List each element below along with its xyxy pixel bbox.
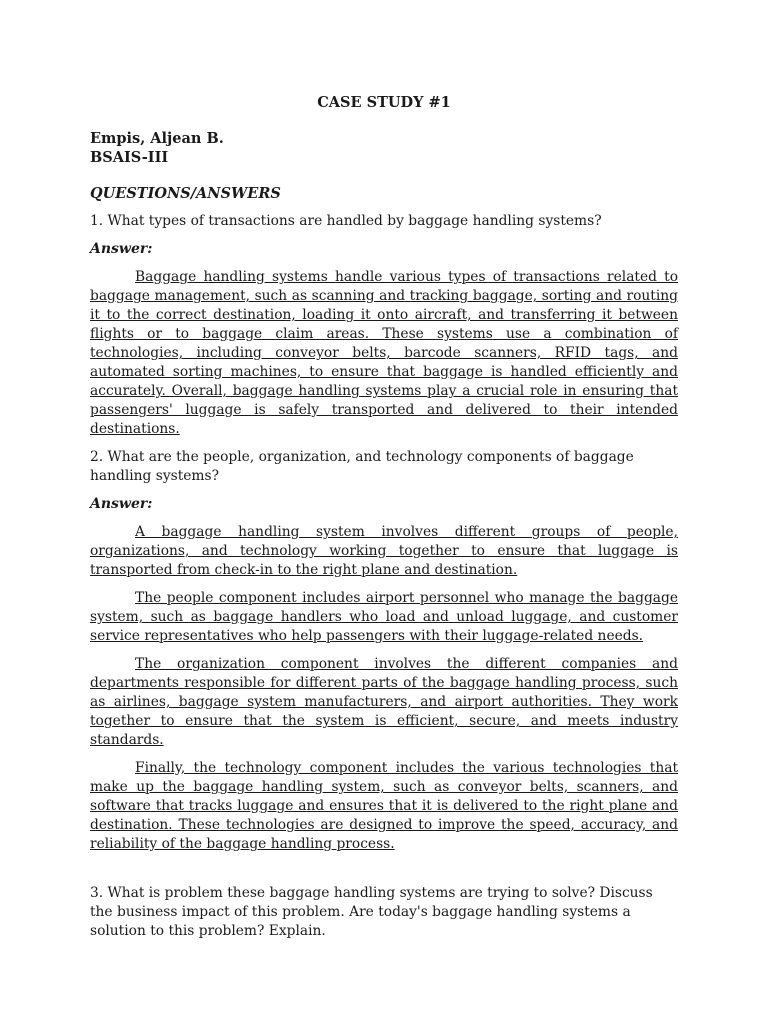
answer-2-label: Answer: bbox=[90, 496, 153, 512]
student-name: Empis, Aljean B. bbox=[90, 130, 224, 147]
answer-1-paragraph: Baggage handling systems handle various types of transactions related to baggage management, such as scanning and tracking baggage, sorting and routing it to the correct destination, loading it onto aircraft, and transferring it between flights or to baggage claim areas. These systems use a combination of technologies, including conveyor belts, barcode scanners, RFID tags, and automated sorting machines, to ensure that baggage is handled efficiently and accurately. Overall, baggage handling systems play a crucial role in ensuring that passengers' luggage is safely transported and delivered to their intended destinations. bbox=[90, 269, 678, 437]
question-1: 1. What types of transactions are handled by baggage handling systems? bbox=[90, 213, 602, 229]
answer-2-paragraph-intro: A baggage handling system involves different groups of people, organizations, and technology working together to ensure that luggage is transported from check-in to the right plane and destination. bbox=[90, 524, 678, 578]
document-title: CASE STUDY #1 bbox=[317, 94, 451, 111]
question-3: 3. What is problem these baggage handling systems are trying to solve? Discuss the business impact of this problem. Are today's baggage handling systems a solution to this problem? Explain. bbox=[90, 885, 653, 939]
question-2: 2. What are the people, organization, and technology components of baggage handling systems? bbox=[90, 449, 634, 484]
answer-2-paragraph-technology: Finally, the technology component includes the various technologies that make up the baggage handling system, such as conveyor belts, scanners, and software that tracks luggage and ensures that it is delivered to the right plane and destination. These technologies are designed to improve the speed, accuracy, and reliability of the baggage handling process. bbox=[90, 760, 678, 852]
answer-1-label: Answer: bbox=[90, 241, 153, 257]
student-course: BSAIS-III bbox=[90, 149, 169, 166]
answer-2-paragraph-organization: The organization component involves the different companies and departments responsible for different parts of the baggage handling process, such as airlines, baggage system manufacturers, and airport authorities. They work together to ensure that the system is efficient, secure, and meets industry standards. bbox=[90, 656, 678, 748]
section-heading: QUESTIONS/ANSWERS bbox=[90, 185, 281, 202]
answer-2-paragraph-people: The people component includes airport personnel who manage the baggage system, such as baggage handlers who load and unload luggage, and customer service representatives who help passengers with their luggage-related needs. bbox=[90, 590, 678, 644]
